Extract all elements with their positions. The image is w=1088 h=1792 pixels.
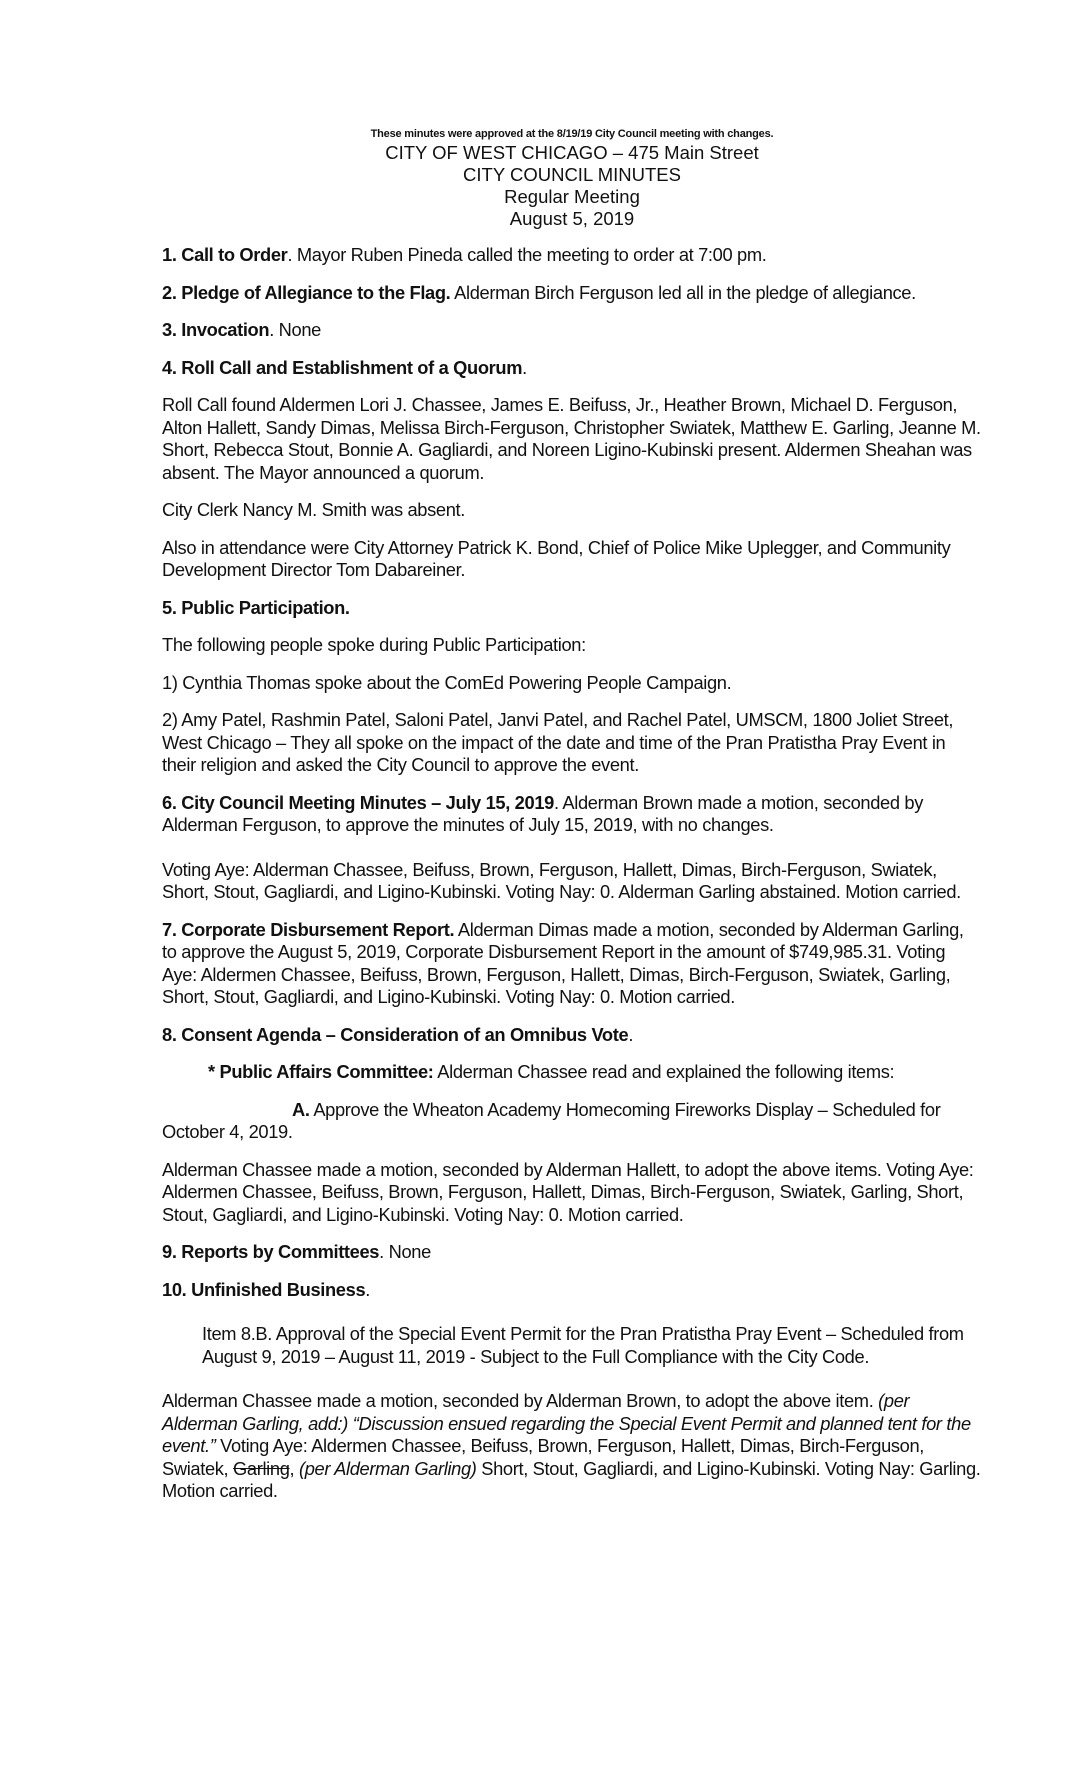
item-label: A.: [292, 1098, 310, 1120]
section-heading: 4. Roll Call and Establishment of a Quorum: [162, 356, 523, 378]
roll-call-text: Roll Call found Aldermen Lori J. Chassee, James E. Beifuss, Jr., Heather Brown, Michael D. Ferguson, Alton Hallett, Sandy Dimas, Melissa Birch-Ferguson, Christopher Swiatek, Matthew E. Garling, Jeanne M. Short, Rebecca Stout, Bonnie A. Gagliardi, and Noreen Ligino-Kubinski present. Aldermen Sheahan was absent. The Mayor announced a quorum.: [162, 394, 981, 483]
city-line: CITY OF WEST CHICAGO – 475 Main Street: [385, 142, 759, 163]
section-heading: 8. Consent Agenda – Consideration of an Omnibus Vote: [162, 1023, 629, 1045]
unfinished-item: Item 8.B. Approval of the Special Event Permit for the Pran Pratistha Pray Event – Scheduled from August 9, 2019 – August 11, 2019 - Subject to the Full Compliance with the City Code.: [202, 1323, 964, 1367]
committee-paragraph: [162, 1061, 982, 1084]
section-text: Alderman Dimas made a motion, seconded by Alderman Garling, to approve the August 5, 2019, Corporate Disbursement Report in the amount of $749,985.31. Voting Aye: Aldermen Chassee, Beifuss, Brown, Ferguson, Hallett, Dimas, Birch-Ferguson, Swiatek, Garling, Short, Stout, Gagliardi, and Ligino-Kubinski. Voting Nay: 0. Motion carried.: [162, 918, 964, 1007]
participation-intro: The following people spoke during Public Participation:: [162, 634, 586, 655]
section-text: Alderman Birch Ferguson led all in the pledge of allegiance.: [450, 281, 916, 303]
heading-period: .: [365, 1278, 370, 1300]
section-heading: 10. Unfinished Business: [162, 1278, 366, 1300]
section-consent-agenda: [162, 1024, 982, 1047]
section-heading: 9. Reports by Committees: [162, 1241, 380, 1262]
section-meeting-minutes: [162, 792, 982, 837]
section-roll-call: [162, 357, 982, 380]
section-heading: 3. Invocation: [162, 319, 270, 340]
section-heading: 5. Public Participation.: [162, 596, 350, 618]
section-text: . Alderman Brown made a motion, seconded by Alderman Ferguson, to approve the minutes of July 15, 2019, with no changes.: [162, 791, 924, 835]
meeting-date: August 5, 2019: [509, 208, 635, 229]
section-call-to-order: [162, 244, 982, 267]
motion-text: Voting Aye: Aldermen Chassee, Beifuss, Brown, Ferguson, Hallett, Dimas, Birch-Ferguson, Swiatek,: [162, 1435, 925, 1479]
unfinished-motion: [162, 1390, 982, 1503]
amendment-text: (per Alderman Garling): [298, 1457, 477, 1479]
approval-note: These minutes were approved at the 8/19/19 City Council meeting with changes.: [370, 128, 774, 140]
section-public-participation: [162, 597, 982, 620]
section-text: . Mayor Ruben Pineda called the meeting to order at 7:00 pm.: [287, 244, 767, 265]
meeting-type: Regular Meeting: [504, 186, 640, 207]
clerk-text: City Clerk Nancy M. Smith was absent.: [162, 499, 465, 520]
section-invocation: [162, 319, 982, 342]
section-text: . None: [379, 1241, 431, 1262]
consent-item-a: [162, 1099, 982, 1144]
struck-text: Garling: [233, 1457, 290, 1479]
attendance-text: Also in attendance were City Attorney Patrick K. Bond, Chief of Police Mike Uplegger, and Community Development Director Tom Dabareiner.: [162, 536, 951, 580]
participation-item: 2) Amy Patel, Rashmin Patel, Saloni Patel, Janvi Patel, and Rachel Patel, UMSCM, 1800 Joliet Street, West Chicago – They all spoke on the impact of the date and time of the Pran Pratistha Pray Event in their religion and asked the City Council to approve the event.: [162, 709, 954, 775]
amendment-text: (per Alderman Garling, add:) “Discussion ensued regarding the Special Event Permit and planned tent for the event.”: [162, 1390, 971, 1456]
heading-period: .: [628, 1023, 634, 1045]
item-text: Approve the Wheaton Academy Homecoming Fireworks Display – Scheduled for October 4, 2019.: [162, 1098, 941, 1142]
section-text: . None: [269, 319, 321, 340]
document-header: [162, 126, 982, 230]
motion-text: Alderman Chassee made a motion, seconded by Alderman Brown, to adopt the above item.: [162, 1390, 879, 1411]
section-heading: 7. Corporate Disbursement Report.: [162, 918, 455, 940]
section-disbursement: [162, 919, 982, 1009]
section-unfinished-business: [162, 1279, 982, 1302]
consent-motion: Alderman Chassee made a motion, seconded by Alderman Hallett, to adopt the above items. Voting Aye: Aldermen Chassee, Beifuss, Brown, Ferguson, Hallett, Dimas, Birch-Ferguson, Swiatek, Garling, Short, Stout, Gagliardi, and Ligino-Kubinski. Voting Nay: 0. Motion carried.: [162, 1158, 974, 1225]
section-heading: 2. Pledge of Allegiance to the Flag.: [162, 281, 451, 303]
committee-label: * Public Affairs Committee:: [208, 1061, 434, 1082]
heading-period: .: [522, 356, 527, 378]
section-heading: 1. Call to Order: [162, 244, 288, 265]
motion-text: ,: [289, 1457, 299, 1479]
section-pledge: [162, 282, 982, 305]
participation-item: 1) Cynthia Thomas spoke about the ComEd Powering People Campaign.: [162, 671, 732, 693]
section-heading: 6. City Council Meeting Minutes – July 15, 2019: [162, 791, 554, 813]
section-committee-reports: [162, 1241, 982, 1264]
document-title: CITY COUNCIL MINUTES: [463, 164, 681, 185]
motion-text: Short, Stout, Gagliardi, and Ligino-Kubinski. Voting Nay: Garling. Motion carried.: [162, 1457, 981, 1501]
minutes-content: [162, 126, 982, 1518]
vote-text: Voting Aye: Alderman Chassee, Beifuss, Brown, Ferguson, Hallett, Dimas, Birch-Ferguson, Swiatek, Short, Stout, Gagliardi, and Ligino-Kubinski. Voting Nay: 0. Alderman Garling abstained. Motion carried.: [162, 858, 961, 902]
committee-text: Alderman Chassee read and explained the following items:: [433, 1061, 895, 1082]
